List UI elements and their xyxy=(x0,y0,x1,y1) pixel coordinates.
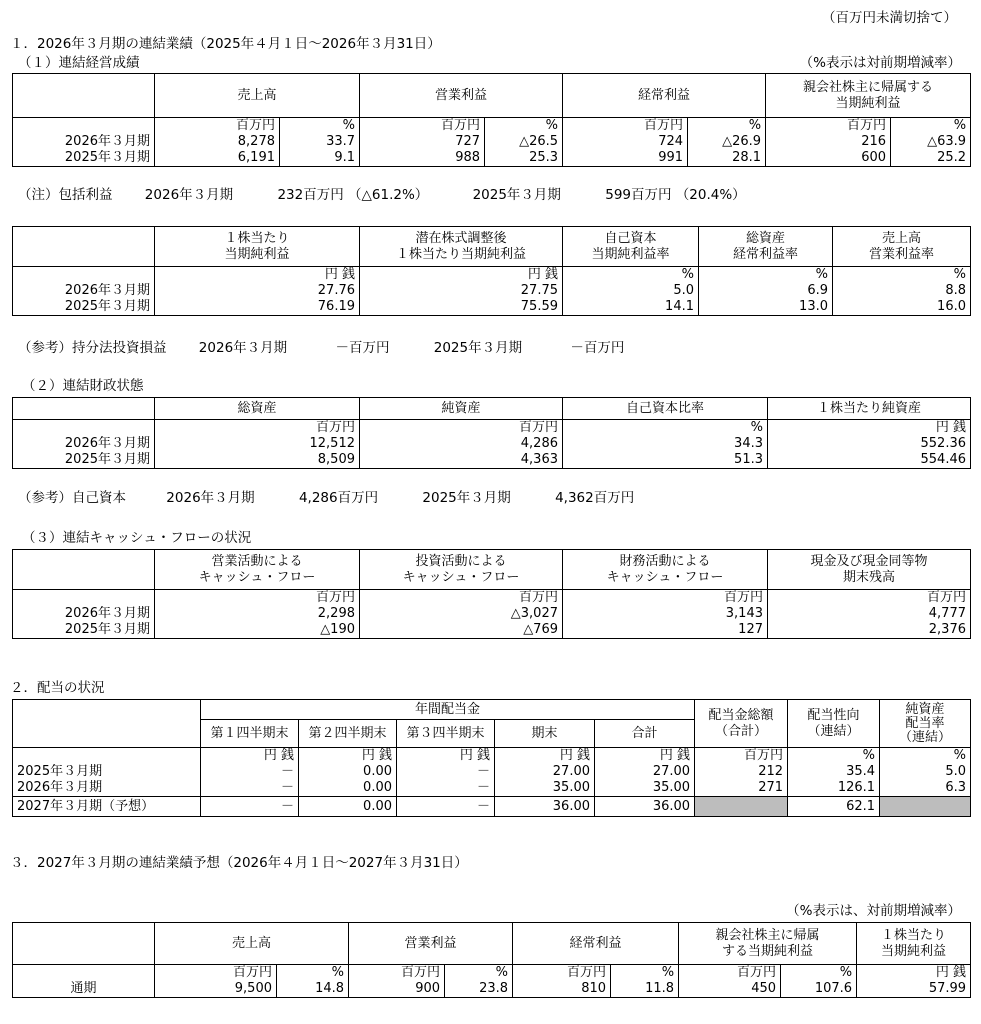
table-cell: 2,376 xyxy=(768,622,971,639)
header-diluted-eps xyxy=(360,227,563,267)
table-cell: 2025年３月期 xyxy=(13,622,155,639)
table-cell: 554.46 xyxy=(768,452,971,469)
table-row xyxy=(13,764,971,780)
table-cell: % xyxy=(277,965,349,982)
table-cell xyxy=(13,420,155,437)
table-cell: 2025年３月期 xyxy=(17,764,103,779)
table-cell: % xyxy=(280,118,360,135)
table-cell: 円 銭 xyxy=(768,420,971,437)
table-cell: % xyxy=(788,748,880,765)
text: 当期純利益 xyxy=(224,246,290,262)
text: 投資活動による xyxy=(415,553,507,569)
table-cell: 6,191 xyxy=(155,150,280,167)
text: 親会社株主に帰属 xyxy=(715,927,820,943)
table-row xyxy=(13,398,971,420)
section-1-title: １．2026年３月期の連結業績（2025年４月１日～2026年３月31日） xyxy=(10,36,441,52)
table-cell: 2027年３月期（予想） xyxy=(13,797,201,817)
table-cell: 12,512 xyxy=(155,436,360,452)
table-cell: 4,363 xyxy=(360,452,563,469)
equity-method-note xyxy=(18,340,624,356)
table-cell: 純資産 xyxy=(360,398,563,420)
header-operating-profit: 営業利益 xyxy=(360,74,563,118)
equity-note xyxy=(18,490,634,506)
dividends-table xyxy=(12,699,971,817)
table-row xyxy=(13,606,971,622)
table-cell: 自己資本比率 xyxy=(563,398,768,420)
table-cell: 0.00 xyxy=(299,780,397,797)
table-cell: 3,143 xyxy=(563,606,768,622)
header-sales: 売上高 xyxy=(155,74,360,118)
unit-row xyxy=(13,965,971,982)
text: 自己資本 xyxy=(604,230,657,246)
table-cell: 9,500 xyxy=(155,981,277,998)
text: キャッシュ・フロー xyxy=(606,569,724,585)
text: 営業利益 xyxy=(404,935,457,951)
table-cell xyxy=(349,923,513,965)
table-cell: 2026年３月期 xyxy=(13,436,155,452)
text: （合計） xyxy=(715,723,768,739)
table-cell: 2,298 xyxy=(155,606,360,622)
text: 2025年３月期 xyxy=(472,187,561,203)
text: 売上高 xyxy=(232,935,272,951)
table-cell: 35.00 xyxy=(495,780,595,797)
table-cell: 76.19 xyxy=(155,299,360,316)
table-row xyxy=(13,436,971,452)
text: 2026年３月期 xyxy=(166,490,255,506)
text: １株当たり xyxy=(224,230,290,246)
table-cell: 2026年３月期 xyxy=(13,134,155,150)
table-cell: 総資産 xyxy=(155,398,360,420)
table-cell: 4,286 xyxy=(360,436,563,452)
table-row xyxy=(13,981,971,998)
table-cell: % xyxy=(688,118,766,135)
table-cell: 円 銭 xyxy=(857,965,971,982)
unit-row xyxy=(13,420,971,437)
table-cell: % xyxy=(781,965,857,982)
table-cell xyxy=(788,700,880,748)
text: 232百万円 （△61.2%） xyxy=(277,187,429,203)
text: （参考）自己資本 xyxy=(18,490,126,506)
table-cell: 552.36 xyxy=(768,436,971,452)
table-cell: 727 xyxy=(360,134,485,150)
table-cell: － xyxy=(201,764,299,780)
table-cell: － xyxy=(397,797,495,817)
table-cell: 27.76 xyxy=(155,283,360,299)
table-cell xyxy=(13,923,155,965)
table-cell xyxy=(13,118,155,135)
corner-cell xyxy=(13,74,155,118)
table-cell: 百万円 xyxy=(155,118,280,135)
table-cell: 0.00 xyxy=(299,797,397,817)
table-cell: 27.00 xyxy=(595,764,695,780)
table-cell: 62.1 xyxy=(788,797,880,817)
text: 当期純利益 xyxy=(881,943,947,959)
table-cell xyxy=(768,550,971,590)
table-cell: 4,777 xyxy=(768,606,971,622)
table-cell xyxy=(13,227,155,267)
annual-dividend-group: 年間配当金 xyxy=(201,700,695,720)
table-cell: 円 銭 xyxy=(495,748,595,765)
table-row xyxy=(13,700,971,720)
per-share-table xyxy=(12,226,971,316)
table-row xyxy=(13,622,971,639)
text: キャッシュ・フロー xyxy=(198,569,316,585)
table-cell: 6.3 xyxy=(880,780,971,797)
table-cell xyxy=(563,550,768,590)
table-cell: % xyxy=(891,118,971,135)
table-cell: 36.00 xyxy=(495,797,595,817)
text: 営業活動による xyxy=(211,553,303,569)
table-cell: 14.8 xyxy=(277,981,349,998)
table-cell: 216 xyxy=(766,134,891,150)
table-cell: 百万円 xyxy=(155,965,277,982)
table-cell: 通期 xyxy=(13,981,155,998)
text: 599百万円 （20.4%） xyxy=(605,187,746,203)
table-cell xyxy=(13,965,155,982)
table-cell xyxy=(13,720,201,748)
text: 配当率 xyxy=(905,715,945,731)
table-cell: 5.0 xyxy=(880,764,971,780)
table-cell: 27.00 xyxy=(495,764,595,780)
table-cell: 51.3 xyxy=(563,452,768,469)
text: 純資産 xyxy=(905,701,945,717)
table-cell: 16.0 xyxy=(833,299,971,316)
table-cell: － xyxy=(201,797,299,817)
table-cell: 25.3 xyxy=(485,150,563,167)
table-cell: △63.9 xyxy=(891,134,971,150)
table-cell xyxy=(513,923,679,965)
table-cell: % xyxy=(699,267,833,284)
table-cell xyxy=(679,923,857,965)
table-cell: 2026年３月期 xyxy=(17,780,103,795)
text: １株当たり当期純利益 xyxy=(395,246,526,262)
text: 経常利益 xyxy=(569,935,622,951)
text: 経常利益率 xyxy=(732,246,798,262)
text: する当期純利益 xyxy=(722,943,814,959)
table-cell: 百万円 xyxy=(513,965,611,982)
table-cell: － xyxy=(397,780,495,797)
table-cell: 円 銭 xyxy=(360,267,563,284)
text: 2026年３月期 xyxy=(198,340,288,356)
table-cell xyxy=(360,550,563,590)
table-cell: 円 銭 xyxy=(595,748,695,765)
table-cell: 2026年３月期 xyxy=(13,283,155,299)
table-cell: 合計 xyxy=(595,720,695,748)
table-cell: △26.9 xyxy=(688,134,766,150)
table-cell: 810 xyxy=(513,981,611,998)
header-eps xyxy=(155,227,360,267)
table-cell: 第３四半期末 xyxy=(397,720,495,748)
table-cell: 34.3 xyxy=(563,436,768,452)
table-cell xyxy=(13,267,155,284)
cash-flow-table xyxy=(12,549,971,639)
forecast-table xyxy=(12,922,971,998)
table-cell: 8,278 xyxy=(155,134,280,150)
table-cell xyxy=(155,923,349,965)
section-3-title: ３．2027年３月期の連結業績予想（2026年４月１日～2027年３月31日） xyxy=(10,855,468,871)
table-row xyxy=(13,227,971,267)
text: 2025年３月期 xyxy=(422,490,511,506)
table-cell: １株当たり純資産 xyxy=(768,398,971,420)
text: キャッシュ・フロー xyxy=(402,569,520,585)
table-cell: 600 xyxy=(766,150,891,167)
table-cell xyxy=(695,700,788,748)
table-row xyxy=(13,134,971,150)
text: 4,286百万円 xyxy=(298,490,379,506)
unit-row xyxy=(13,590,971,607)
table-cell: 75.59 xyxy=(360,299,563,316)
table-row xyxy=(13,780,971,797)
text: 当期純利益 xyxy=(835,95,901,111)
table-cell: 期末 xyxy=(495,720,595,748)
table-cell: 円 銭 xyxy=(201,748,299,765)
gray-cell xyxy=(880,797,971,817)
table-cell: 百万円 xyxy=(679,965,781,982)
text: 4,362百万円 xyxy=(555,490,635,506)
table-cell: － xyxy=(201,780,299,797)
table-cell: △3,027 xyxy=(360,606,563,622)
table-cell: 百万円 xyxy=(563,590,768,607)
header-net-income xyxy=(766,74,971,118)
text: －百万円 xyxy=(335,340,390,356)
pct-note-1: （%表示は対前期増減率） xyxy=(799,55,961,71)
table-cell: 450 xyxy=(679,981,781,998)
pct-note-2: （%表示は、対前期増減率） xyxy=(786,903,961,919)
text: 営業利益率 xyxy=(868,246,934,262)
table-cell: 第２四半期末 xyxy=(299,720,397,748)
text: （参考）持分法投資損益 xyxy=(18,340,167,356)
table-cell: 23.8 xyxy=(445,981,513,998)
gray-cell xyxy=(695,797,788,817)
table-cell: － xyxy=(397,764,495,780)
table-row xyxy=(13,299,971,316)
table-cell: 百万円 xyxy=(360,420,563,437)
table-row xyxy=(13,74,971,118)
table-cell: % xyxy=(880,748,971,765)
table-cell: 6.9 xyxy=(699,283,833,299)
header-ordinary-profit: 経常利益 xyxy=(563,74,766,118)
table-cell: △26.5 xyxy=(485,134,563,150)
table-cell: 11.8 xyxy=(611,981,679,998)
table-cell: 百万円 xyxy=(563,118,688,135)
table-cell: 35.00 xyxy=(595,780,695,797)
table-cell: 9.1 xyxy=(280,150,360,167)
text: 親会社株主に帰属する xyxy=(803,79,934,95)
text: 総資産 xyxy=(745,230,785,246)
operating-results-table xyxy=(12,73,971,167)
table-row xyxy=(13,150,971,167)
table-cell: 35.4 xyxy=(788,764,880,780)
table-row xyxy=(13,923,971,965)
table-row xyxy=(13,797,971,817)
table-cell: 百万円 xyxy=(766,118,891,135)
text: 潜在株式調整後 xyxy=(415,230,507,246)
table-cell: % xyxy=(485,118,563,135)
table-cell: 13.0 xyxy=(699,299,833,316)
table-cell: 円 銭 xyxy=(397,748,495,765)
table-cell: 百万円 xyxy=(155,420,360,437)
comprehensive-income-note xyxy=(18,187,746,203)
header-roe xyxy=(563,227,699,267)
table-cell xyxy=(857,923,971,965)
table-cell xyxy=(13,590,155,607)
text: 売上高 xyxy=(881,230,921,246)
table-cell: 57.99 xyxy=(857,981,971,998)
table-cell: % xyxy=(563,420,768,437)
table-cell xyxy=(13,700,201,720)
table-cell xyxy=(13,550,155,590)
table-row xyxy=(13,452,971,469)
table-cell: 988 xyxy=(360,150,485,167)
text: 現金及び現金同等物 xyxy=(810,553,928,569)
table-cell: 2025年３月期 xyxy=(13,299,155,316)
table-cell xyxy=(880,700,971,748)
text: 2025年３月期 xyxy=(433,340,523,356)
section-1-1-title: （１）連結経営成績 xyxy=(18,55,140,71)
table-cell: 127 xyxy=(563,622,768,639)
text: （連結） xyxy=(899,729,952,745)
text: １株当たり xyxy=(881,927,947,943)
table-cell xyxy=(155,550,360,590)
table-cell: 126.1 xyxy=(788,780,880,797)
table-cell: 27.75 xyxy=(360,283,563,299)
unit-row xyxy=(13,748,971,765)
table-cell: 0.00 xyxy=(299,764,397,780)
table-cell: 991 xyxy=(563,150,688,167)
section-1-3-title: （３）連結キャッシュ・フローの状況 xyxy=(22,530,252,546)
table-cell: 2025年３月期 xyxy=(13,150,155,167)
text: （連結） xyxy=(807,723,860,739)
table-cell: 百万円 xyxy=(360,118,485,135)
table-row xyxy=(13,283,971,299)
table-cell: 212 xyxy=(695,764,788,780)
table-cell: 8,509 xyxy=(155,452,360,469)
table-cell: 900 xyxy=(349,981,445,998)
table-cell: 25.2 xyxy=(891,150,971,167)
table-cell: % xyxy=(563,267,699,284)
table-cell xyxy=(13,748,201,765)
table-cell: 5.0 xyxy=(563,283,699,299)
table-cell: % xyxy=(833,267,971,284)
text: 当期純利益率 xyxy=(591,246,670,262)
table-cell: 百万円 xyxy=(695,748,788,765)
table-cell: 14.1 xyxy=(563,299,699,316)
table-cell: 36.00 xyxy=(595,797,695,817)
table-cell: △769 xyxy=(360,622,563,639)
table-cell: 271 xyxy=(695,780,788,797)
table-cell: 百万円 xyxy=(768,590,971,607)
financial-position-table xyxy=(12,397,971,469)
table-cell: % xyxy=(445,965,513,982)
header-roa xyxy=(699,227,833,267)
table-cell: 百万円 xyxy=(155,590,360,607)
table-cell xyxy=(13,398,155,420)
text: 配当性向 xyxy=(807,707,860,723)
table-row xyxy=(13,550,971,590)
table-cell: 2025年３月期 xyxy=(13,452,155,469)
unit-row xyxy=(13,267,971,284)
table-cell: 円 銭 xyxy=(155,267,360,284)
text: 財務活動による xyxy=(619,553,711,569)
text: 期末残高 xyxy=(842,569,895,585)
text: 2026年３月期 xyxy=(144,187,234,203)
unit-note: （百万円未満切捨て） xyxy=(822,10,957,26)
table-cell: 円 銭 xyxy=(299,748,397,765)
text: －百万円 xyxy=(570,340,625,356)
table-cell: 第１四半期末 xyxy=(201,720,299,748)
table-cell: 2026年３月期 xyxy=(13,606,155,622)
section-1-2-title: （２）連結財政状態 xyxy=(22,378,144,394)
table-cell: 33.7 xyxy=(280,134,360,150)
section-2-title: ２．配当の状況 xyxy=(10,680,105,696)
text: 配当金総額 xyxy=(708,707,774,723)
table-cell: % xyxy=(611,965,679,982)
unit-row xyxy=(13,118,971,135)
table-cell: △190 xyxy=(155,622,360,639)
table-cell: 107.6 xyxy=(781,981,857,998)
table-cell: 8.8 xyxy=(833,283,971,299)
table-cell: 724 xyxy=(563,134,688,150)
table-cell: 百万円 xyxy=(360,590,563,607)
text: （注）包括利益 xyxy=(18,187,113,203)
table-cell: 百万円 xyxy=(349,965,445,982)
header-margin xyxy=(833,227,971,267)
table-cell: 28.1 xyxy=(688,150,766,167)
